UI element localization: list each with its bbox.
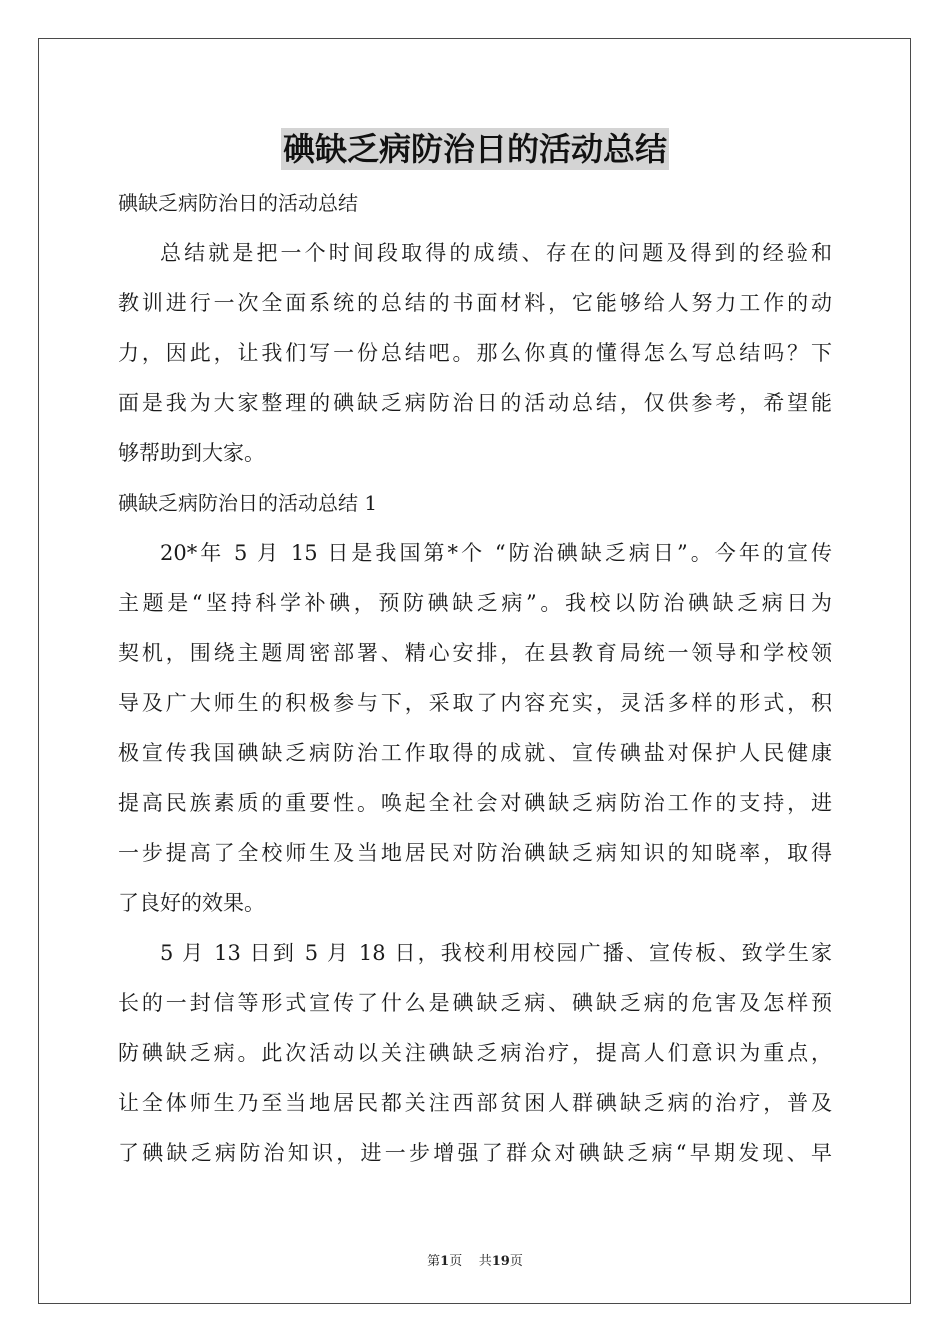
document-title: 碘缺乏病防治日的活动总结 (282, 130, 667, 168)
body-text-line: 防碘缺乏病。此次活动以关注碘缺乏病治疗，提高人们意识为重点， (118, 1041, 832, 1065)
body-text-line: 面是我为大家整理的碘缺乏病防治日的活动总结，仅供参考，希望能 (118, 391, 832, 415)
body-text-line: 够帮助到大家。 (118, 441, 265, 465)
body-text-line: 教训进行一次全面系统的总结的书面材料，它能够给人努力工作的动 (118, 291, 832, 315)
page-prefix: 第 (427, 1254, 441, 1269)
total-suffix: 页 (509, 1254, 523, 1269)
body-text-line: 总结就是把一个时间段取得的成绩、存在的问题及得到的经验和 (160, 241, 832, 265)
page-footer (0, 1250, 950, 1269)
body-text-line: 一步提高了全校师生及当地居民对防治碘缺乏病知识的知晓率，取得 (118, 841, 832, 865)
section-heading: 碘缺乏病防治日的活动总结 1 (118, 491, 378, 515)
total-pages: 19 (491, 1254, 510, 1269)
section-heading: 碘缺乏病防治日的活动总结 (118, 191, 358, 215)
document-body (118, 178, 832, 1178)
body-text-line: 导及广大师生的积极参与下，采取了内容充实，灵活多样的形式，积 (118, 691, 832, 715)
total-prefix: 共 (478, 1254, 492, 1269)
body-text-line: 5 月 13 日到 5 月 18 日，我校利用校园广播、宣传板、致学生家 (160, 941, 832, 965)
body-text-line: 了碘缺乏病防治知识，进一步增强了群众对碘缺乏病“早期发现、早 (118, 1141, 832, 1165)
page-number: 1 (440, 1254, 450, 1269)
body-text-line: 了良好的效果。 (118, 891, 265, 915)
body-text-line: 让全体师生乃至当地居民都关注西部贫困人群碘缺乏病的治疗，普及 (118, 1091, 832, 1115)
body-text-line: 长的一封信等形式宣传了什么是碘缺乏病、碘缺乏病的危害及怎样预 (118, 991, 832, 1015)
title-container (0, 128, 950, 170)
body-text-line: 力，因此，让我们写一份总结吧。那么你真的懂得怎么写总结吗？下 (118, 341, 832, 365)
body-text-line: 20*年 5 月 15 日是我国第*个 “防治碘缺乏病日”。今年的宣传 (160, 541, 832, 565)
body-text-line: 极宣传我国碘缺乏病防治工作取得的成就、宣传碘盐对保护人民健康 (118, 741, 832, 765)
body-text-line: 提高民族素质的重要性。唤起全社会对碘缺乏病防治工作的支持，进 (118, 791, 832, 815)
body-text-line: 主题是“坚持科学补碘，预防碘缺乏病”。我校以防治碘缺乏病日为 (118, 591, 832, 615)
body-text-line: 契机，围绕主题周密部署、精心安排，在县教育局统一领导和学校领 (118, 641, 832, 665)
page-suffix: 页 (449, 1254, 463, 1269)
